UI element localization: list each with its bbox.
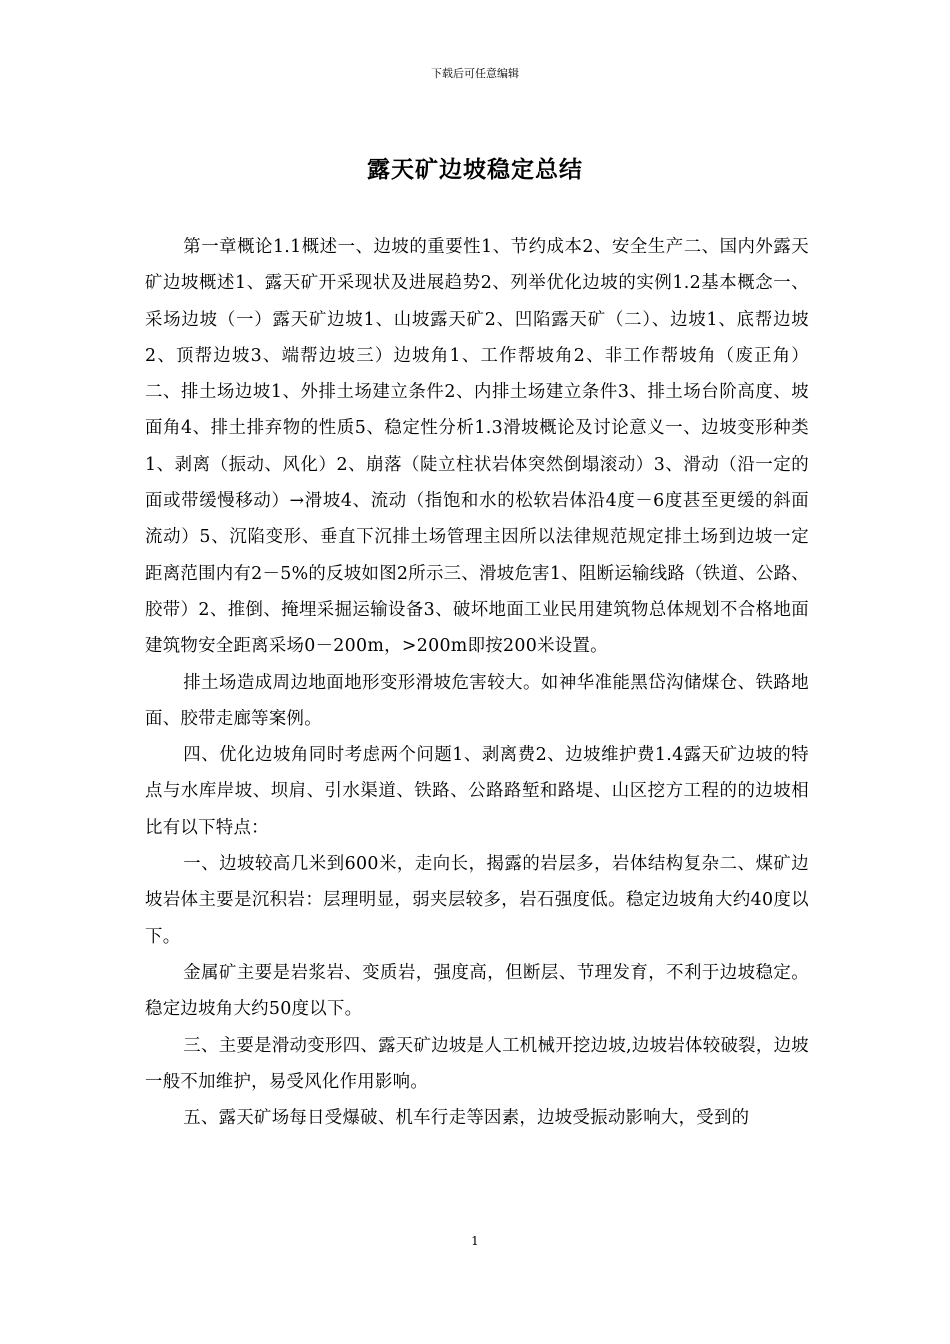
paragraph-4: 一、边坡较高几米到600米，走向长，揭露的岩层多，岩体结构复杂二、煤矿边坡岩体主要是沉积岩：层理明显，弱夹层较多，岩石强度低。稳定边坡角大约40度以下。 — [145, 854, 809, 947]
paragraph-3: 四、优化边坡角同时考虑两个问题1、剥离费2、边坡维护费1.4露天矿边坡的特点与水库岸坡、坝肩、引水渠道、铁路、公路路堑和路堤、山区挖方工程的的边坡相比有以下特点： — [145, 745, 809, 838]
paragraph-1: 第一章概论1.1概述一、边坡的重要性1、节约成本2、安全生产二、国内外露天矿边坡概述1、露天矿开采现状及进展趋势2、列举优化边坡的实例1.2基本概念一、采场边坡（一）露天矿边坡1、山坡露天矿2、凹陷露天矿（二）、边坡1、底帮边坡2、顶帮边坡3、端帮边坡三）边坡角1、工作帮坡角2、非工作帮坡角（废正角）二、排土场边坡1、外排土场建立条件2、内排土场建立条件3、排土场台阶高度、坡面角4、排土排弃物的性质5、稳定性分析1.3滑坡概论及讨论意义一、边坡变形种类1、剥离（振动、风化）2、崩落（陡立柱状岩体突然倒塌滚动）3、滑动（沿一定的面或带缓慢移动）→滑坡4、流动（指饱和水的松软岩体沿4度－6度甚至更缓的斜面流动）5、沉陷变形、垂直下沉排土场管理主因所以法律规范规定排土场到边坡一定距离范围内有2－5%的反坡如图2所示三、滑坡危害1、阻断运输线路（铁道、公路、胶带）2、推倒、掩埋采掘运输设备3、破坏地面工业民用建筑物总体规划不合格地面建筑物安全距离采场0－200m，>200m即按200米设置。 — [145, 237, 809, 657]
document-title: 露天矿边坡稳定总结 — [367, 156, 583, 183]
paragraph-5: 金属矿主要是岩浆岩、变质岩，强度高，但断层、节理发育，不利于边坡稳定。稳定边坡角大约50度以下。 — [145, 962, 809, 1020]
paragraph-2: 排土场造成周边地面地形变形滑坡危害较大。如神华准能黑岱沟储煤仓、铁路地面、胶带走廊等案例。 — [145, 672, 809, 729]
document-body — [145, 229, 809, 1136]
page-header-note: 下载后可任意编辑 — [431, 67, 519, 80]
page-number: 1 — [471, 1234, 479, 1248]
paragraph-6: 三、主要是滑动变形四、露天矿边坡是人工机械开挖边坡,边坡岩体较破裂，边坡一般不加维护，易受风化作用影响。 — [145, 1035, 809, 1092]
paragraph-7: 五、露天矿场每日受爆破、机车行走等因素，边坡受振动影响大，受到的 — [183, 1108, 750, 1129]
